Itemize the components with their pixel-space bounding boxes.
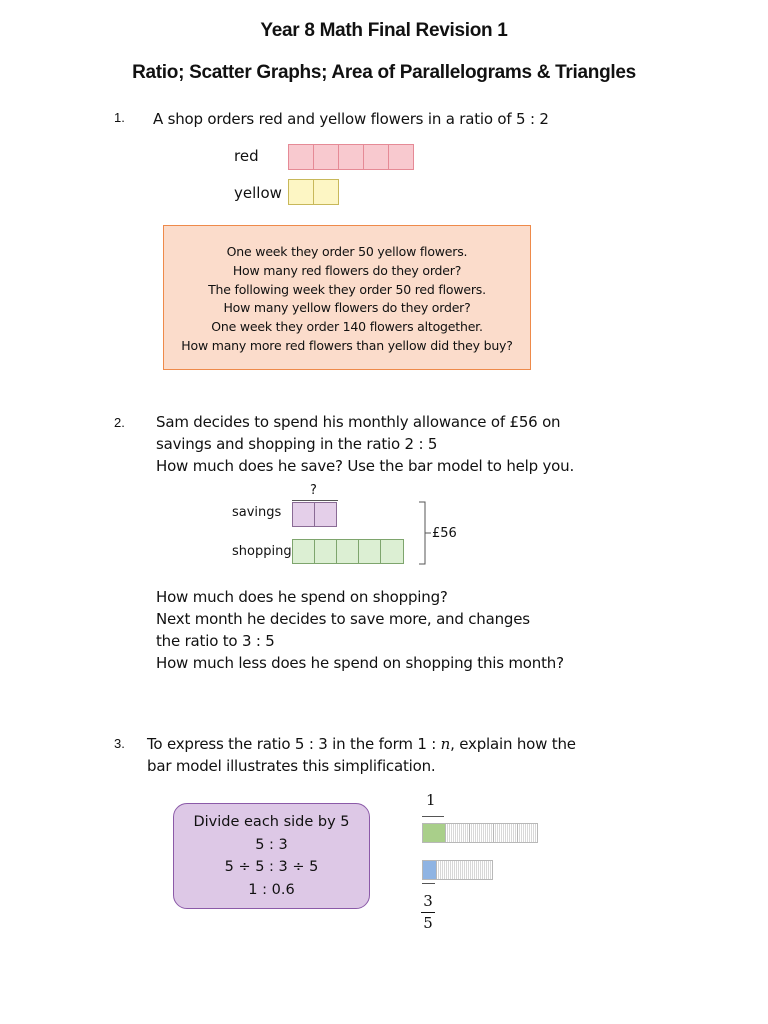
- bar-unit: [494, 824, 518, 842]
- followup-line: How much less does he spend on shopping this month?: [156, 654, 564, 672]
- prompt-line: One week they order 140 flowers altogether.: [211, 319, 483, 335]
- prompt-line: How many red flowers do they order?: [232, 262, 462, 278]
- shopping-bar-cell: [315, 539, 337, 564]
- prompt-line: How many yellow flowers do they order?: [223, 300, 471, 316]
- five-unit-bar: [422, 823, 538, 843]
- question-2-followup: [156, 586, 564, 674]
- fraction-bar: [421, 912, 435, 913]
- fraction-numerator: 3: [423, 892, 433, 910]
- simplification-line: 5 ÷ 5 : 3 ÷ 5: [224, 859, 319, 875]
- unit-label: 1: [426, 791, 436, 809]
- question-1-number: 1.: [114, 110, 125, 125]
- shopping-bar-cell: [292, 539, 315, 564]
- question-3-line-1-start: To express the ratio 5 : 3 in the form 1 :: [147, 735, 441, 753]
- followup-line: How much does he spend on shopping?: [156, 588, 448, 606]
- prompt-line: The following week they order 50 red flowers.: [208, 281, 486, 297]
- simplification-box: [173, 803, 370, 909]
- question-2-text: [156, 411, 574, 477]
- savings-bar-cell: [292, 502, 315, 527]
- question-3-text: [147, 733, 576, 777]
- shopping-bar-cell: [359, 539, 381, 564]
- page-title: Year 8 Math Final Revision 1: [260, 20, 508, 41]
- savings-bar: [292, 502, 337, 527]
- question-3-number: 3.: [114, 736, 125, 751]
- shopping-bar-cell: [337, 539, 359, 564]
- yellow-bar-cell: [314, 179, 339, 205]
- question-1-prompt-box: [163, 225, 531, 370]
- bar-remainder: [437, 861, 492, 879]
- yellow-bar: [288, 179, 339, 205]
- red-bar-cell: [339, 144, 364, 170]
- fraction-denominator: 5: [423, 914, 433, 932]
- simplification-line: 5 : 3: [255, 836, 288, 853]
- total-amount-label: £56: [432, 526, 457, 541]
- bar-unit: [518, 824, 537, 842]
- question-3-line-2: bar model illustrates this simplification.: [147, 757, 436, 775]
- prompt-line: One week they order 50 yellow flowers.: [226, 244, 468, 259]
- savings-brace-line: [292, 500, 338, 501]
- yellow-bar-cell: [288, 179, 314, 205]
- fraction-three-fifths: [418, 892, 438, 932]
- three-unit-bar: [422, 860, 493, 880]
- shopping-bar-label: shopping: [232, 544, 292, 559]
- question-2-line: savings and shopping in the ratio 2 : 5: [156, 435, 438, 453]
- highlighted-unit: [423, 824, 446, 842]
- shopping-bar: [292, 539, 404, 564]
- red-bar-cell: [364, 144, 389, 170]
- red-bar: [288, 144, 414, 170]
- red-bar-cell: [288, 144, 314, 170]
- question-2-number: 2.: [114, 415, 125, 430]
- fifth-bracket: [422, 883, 435, 884]
- simplification-line: 1 : 0.6: [248, 881, 295, 898]
- bar-unit: [446, 824, 470, 842]
- question-3-variable: n: [440, 735, 451, 753]
- yellow-bar-label: yellow: [234, 184, 282, 202]
- prompt-line: How many more red flowers than yellow did they buy?: [181, 337, 513, 353]
- highlighted-fifth: [423, 861, 437, 879]
- savings-unknown-mark: ?: [310, 483, 317, 498]
- red-bar-cell: [389, 144, 414, 170]
- shopping-bar-cell: [381, 539, 404, 564]
- simplification-line: Divide each side by 5: [193, 814, 350, 830]
- question-1-text: A shop orders red and yellow flowers in a ratio of 5 : 2: [153, 110, 549, 128]
- red-bar-cell: [314, 144, 339, 170]
- question-3-line-1-end: , explain how the: [450, 735, 576, 753]
- page-subtitle: Ratio; Scatter Graphs; Area of Parallelograms & Triangles: [132, 62, 636, 83]
- bar-unit: [470, 824, 494, 842]
- question-3-line-1: [147, 733, 576, 755]
- question-2-line: How much does he save? Use the bar model to help you.: [156, 457, 575, 475]
- followup-line: the ratio to 3 : 5: [156, 632, 275, 650]
- unit-bracket: [422, 816, 444, 817]
- red-bar-label: red: [234, 147, 259, 165]
- savings-bar-label: savings: [232, 505, 282, 520]
- question-2-line: Sam decides to spend his monthly allowance of £56 on: [156, 413, 561, 431]
- savings-bar-cell: [315, 502, 337, 527]
- followup-line: Next month he decides to save more, and changes: [156, 610, 530, 628]
